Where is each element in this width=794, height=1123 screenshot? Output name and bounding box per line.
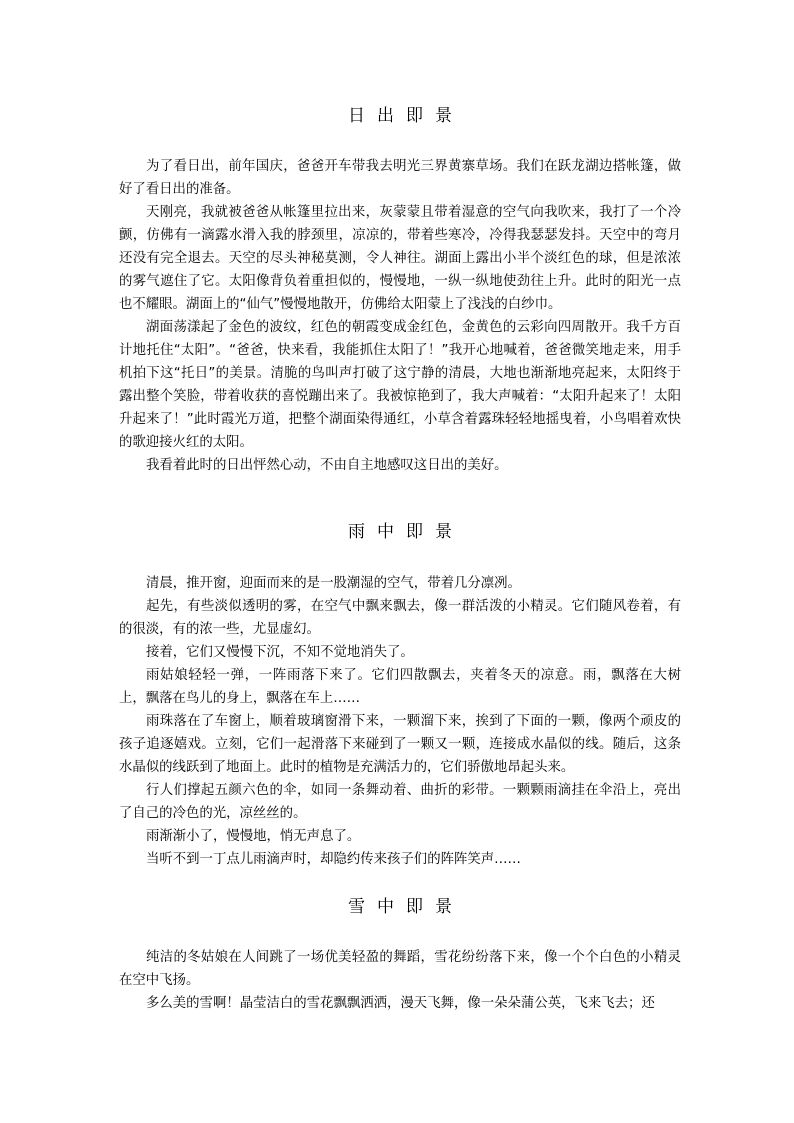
paragraph: 我看着此时的日出怦然心动，不由自主地感叹这日出的美好。: [146, 458, 508, 473]
paragraph: 雨姑娘轻轻一弹，一阵雨落下来了。它们四散飘去，夹着冬天的凉意。雨，飘落在大树上，飘落在鸟儿的身上，飘落在车上……: [119, 668, 681, 706]
section-title: 雪中即景: [348, 897, 464, 917]
section-title: 雨中即景: [348, 522, 464, 542]
paragraph: 接着，它们又慢慢下沉，不知不觉地消失了。: [146, 645, 414, 660]
section-title: 日出即景: [348, 106, 464, 126]
section-body: [119, 946, 681, 1015]
paragraph: 纯洁的冬姑娘在人间跳了一场优美轻盈的舞蹈，雪花纷纷落下来，像一个个白色的小精灵在空中飞扬。: [119, 950, 681, 988]
paragraph: 雨渐渐小了，慢慢地，悄无声息了。: [146, 829, 361, 844]
paragraph: 行人们撑起五颜六色的伞，如同一条舞动着、曲折的彩带。一颗颗雨滴挂在伞沿上，亮出了自己的冷色的光，凉丝丝的。: [119, 783, 681, 821]
paragraph: 天刚亮，我就被爸爸从帐篷里拉出来，灰蒙蒙且带着湿意的空气向我吹来，我打了一个冷颤，仿佛有一滴露水滑入我的脖颈里，凉凉的，带着些寒冷，冷得我瑟瑟发抖。天空中的弯月还没有完全退去。天空的尽头神秘莫测，令人神往。湖面上露出小半个淡红色的球，但是浓浓的雾气遮住了它。太阳像背负着重担似的，慢慢地，一纵一纵地使劲往上升。此时的阳光一点也不耀眼。湖面上的“仙气”慢慢地散开，仿佛给太阳蒙上了浅浅的白纱巾。: [119, 205, 681, 312]
paragraph: 雨珠落在了车窗上，顺着玻璃窗滑下来，一颗溜下来，挨到了下面的一颗，像两个顽皮的孩子追逐嬉戏。立刻，它们一起滑落下来碰到了一颗又一颗，连接成水晶似的线。随后，这条水晶似的线跃到了地面上。此时的植物是充满活力的，它们骄傲地昂起头来。: [119, 714, 681, 775]
section-body: [119, 572, 681, 871]
paragraph: 多么美的雪啊！晶莹洁白的雪花飘飘洒洒，漫天飞舞，像一朵朵蒲公英，飞来飞去；还: [146, 996, 655, 1011]
paragraph: 起先，有些淡似透明的雾，在空气中飘来飘去，像一群活泼的小精灵。它们随风卷着，有的很淡，有的浓一些，尤显虚幻。: [119, 599, 681, 637]
paragraph: 当听不到一丁点儿雨滴声时，却隐约传来孩子们的阵阵笑声……: [146, 852, 521, 867]
paragraph: 湖面荡漾起了金色的波纹，红色的朝霞变成金红色，金黄色的云彩向四周散开。我千方百计地托住“太阳”。“爸爸，快来看，我能抓住太阳了！”我开心地喊着，爸爸微笑地走来，用手机拍下这“托日”的美景。清脆的鸟叫声打破了这宁静的清晨，大地也渐渐地亮起来，太阳终于露出整个笑脸，带着收获的喜悦蹦出来了。我被惊艳到了，我大声喊着：“太阳升起来了！太阳升起来了！”此时霞光万道，把整个湖面染得通红，小草含着露珠轻轻地摇曳着，小鸟唱着欢快的歌迎接火红的太阳。: [119, 320, 681, 450]
paragraph: 清晨，推开窗，迎面而来的是一股潮湿的空气，带着几分凛冽。: [146, 576, 521, 591]
section-body: [119, 155, 681, 477]
paragraph: 为了看日出，前年国庆，爸爸开车带我去明光三界黄寨草场。我们在跃龙湖边搭帐篷，做好了看日出的准备。: [119, 159, 681, 197]
